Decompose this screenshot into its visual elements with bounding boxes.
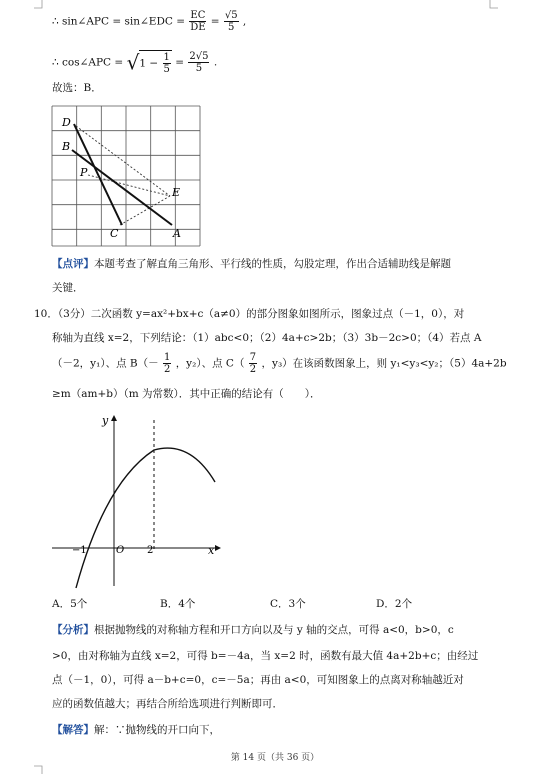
fraction-ec-de (189, 10, 206, 33)
corner-mark-top-right (488, 0, 498, 10)
frac-den: 5 (163, 64, 170, 75)
fraction-7-2 (249, 352, 257, 375)
frac-den: DE (190, 22, 206, 33)
frac-den: 5 (195, 63, 203, 74)
fraction-1-5 (163, 52, 171, 75)
question-10-line-4: ≥m（am+b）（m 为常数）．其中正确的结论有（ ）． (52, 388, 321, 400)
analysis-line-1 (52, 622, 454, 638)
frac-num: EC (190, 10, 206, 21)
frac-den: 2 (163, 364, 171, 375)
comment-tag: 【点评】 (52, 258, 94, 270)
option-b[interactable] (160, 596, 195, 612)
analysis-line-3: 点（－1，0），可得 a－b+c=0，c=－5a；再由 a<0，可知图象上的点离对称轴越近对 (52, 674, 464, 686)
frac-den: 5 (228, 22, 235, 33)
equals-sign: = (210, 15, 220, 28)
analysis-text: 根据抛物线的对称轴方程和开口方向以及与 y 轴的交点，可得 a<0，b>0，c (94, 624, 454, 636)
origin-label: O (116, 545, 125, 556)
tick-label-2: 2 (147, 545, 154, 556)
q10-line3-part-a: （－2，y₁）、点 B（－ (52, 357, 159, 370)
grid-figure (50, 104, 210, 252)
option-d[interactable] (376, 596, 412, 612)
option-text: 4个 (178, 598, 196, 610)
question-10-line-2: 称轴为直线 x=2，下列结论：（1）abc<0；（2）4a+c>2b；（3）3b－2c>0；（4）若点 A (52, 332, 482, 344)
option-text: 3个 (288, 598, 306, 610)
label-b: B (62, 140, 71, 153)
analysis-line-2: >0，由对称轴为直线 x=2，可得 b=－4a，当 x=2 时，函数有最大值 4a+2b+c；由经过 (52, 650, 479, 662)
fraction-root5-5 (224, 10, 239, 33)
cos-end: . (213, 56, 218, 69)
cos-equation-line (52, 50, 217, 75)
label-a: A (173, 227, 181, 240)
tick-label-neg1: −1 (72, 545, 87, 556)
frac-num: 1 (163, 52, 170, 63)
comment-line-1 (52, 256, 451, 272)
corner-mark-bottom-left (34, 764, 44, 774)
comment-text: 本题考查了解直角三角形、平行线的性质，勾股定理，作出合适辅助线是解题 (94, 258, 451, 270)
option-letter: D． (376, 598, 395, 610)
option-text: 5个 (70, 598, 88, 610)
corner-mark-top-left (34, 0, 44, 10)
frac-num: √5 (224, 10, 238, 21)
label-p: P (80, 166, 88, 179)
comment-line-2: 关键． (52, 282, 84, 294)
option-letter: C． (270, 598, 289, 610)
parabola-curve (76, 448, 215, 588)
question-10-line-3 (52, 352, 507, 375)
option-letter: B． (160, 598, 179, 610)
option-a[interactable] (52, 596, 87, 612)
frac-num: 7 (249, 352, 257, 363)
sin-equation-line (52, 10, 246, 33)
sin-lead: ∴ sin∠APC = sin∠EDC = (52, 15, 186, 28)
fraction-2root5-5 (188, 51, 209, 74)
q10-line3-part-c: ，y₃）在该函数图象上，则 y₁<y₃<y₂；（5）4a+2b (261, 357, 507, 370)
solution-tag: 【解答】 (52, 724, 94, 736)
label-d: D (62, 116, 71, 129)
y-axis-label: y (102, 414, 109, 427)
option-text: 2个 (394, 598, 413, 610)
frac-num: 1 (163, 352, 171, 363)
page-footer: 第 14 页（共 36 页） (230, 753, 320, 763)
parabola-figure (50, 410, 230, 592)
q10-line3-part-b: ，y₂）、点 C（ (175, 357, 245, 370)
label-c: C (110, 227, 119, 240)
option-c[interactable] (270, 596, 306, 612)
frac-num: 2√5 (189, 51, 209, 62)
analysis-tag: 【分析】 (52, 624, 94, 636)
solution-text: 解：∵抛物线的开口向下， (94, 724, 220, 736)
radicand-left: 1 − (139, 57, 159, 70)
frac-den: 2 (249, 364, 257, 375)
analysis-line-4: 应的函数值越大；再结合所给选项进行判断即可． (52, 698, 283, 710)
solution-line (52, 722, 220, 738)
question-10-line-1: 10．（3分）二次函数 y=ax²+bx+c（a≠0）的部分图象如图所示，图象过点（－1，0），对 (34, 308, 465, 320)
radical-sign: √ (126, 50, 140, 75)
sin-end: , (242, 15, 247, 28)
fraction-1-2 (163, 352, 171, 375)
cos-lead: ∴ cos∠APC = (52, 56, 124, 69)
option-letter: A． (52, 598, 71, 610)
label-e: E (172, 186, 181, 199)
x-axis-label: x (208, 544, 215, 557)
equals-sign: = (175, 56, 185, 69)
answer-line: 故选：B． (52, 82, 102, 94)
